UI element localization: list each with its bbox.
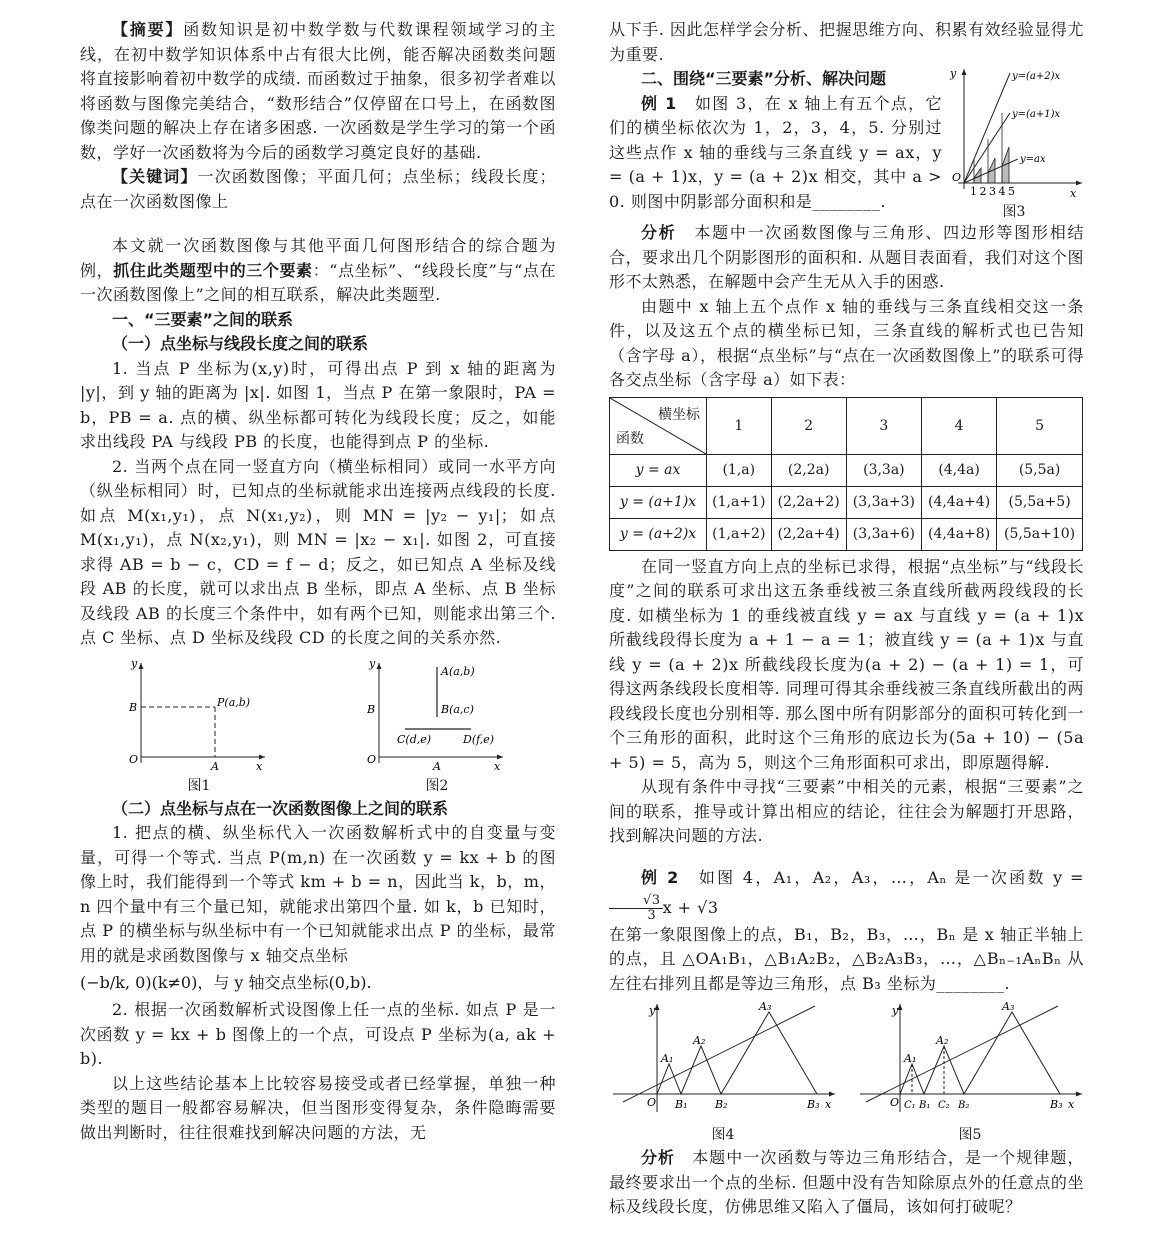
example-2-label: 例 2 bbox=[641, 867, 679, 887]
table-header-cell: 5 bbox=[997, 397, 1083, 454]
abstract bbox=[80, 18, 556, 165]
table-cell: (1,a+1) bbox=[707, 486, 772, 518]
subsection-heading-1: （一）点坐标与线段长度之间的联系 bbox=[112, 334, 369, 353]
paragraph-4: 2. 根据一次函数解析式设图像上任一点的坐标. 如点 P 是一次函数 y = kx + b 图像上的一个点，可设点 P 坐标为(a, ak + b). bbox=[80, 1000, 556, 1068]
table-corner-diagonal bbox=[610, 398, 706, 454]
table-header-cell: 2 bbox=[771, 397, 846, 454]
fig4-y-label: y bbox=[649, 1004, 656, 1017]
fig1-y-label: y bbox=[131, 658, 138, 670]
fig2-pa-label: A(a,b) bbox=[441, 664, 475, 678]
figure-3-svg bbox=[944, 67, 1084, 201]
keywords-label: 【关键词】 bbox=[112, 167, 198, 186]
right-column bbox=[609, 18, 1084, 1220]
fig5-a2-label: A₂ bbox=[936, 1034, 949, 1047]
fig2-x-label: x bbox=[494, 759, 501, 771]
table-cell: (4,4a+4) bbox=[921, 486, 996, 518]
table-header-cell: 3 bbox=[846, 397, 921, 454]
fig5-a3-label: A₃ bbox=[1002, 1002, 1015, 1013]
figure-4 bbox=[609, 1002, 837, 1144]
example-1 bbox=[609, 92, 942, 215]
figure-3 bbox=[944, 67, 1084, 221]
figure-5-svg bbox=[856, 1002, 1084, 1120]
example-2-text: 在第一象限图像上的点，B₁，B₂，B₃，…，Bₙ 是 x 轴正半轴上的点，且 △OA₁B₁，△B₁A₂B₂，△B₂A₃B₃，…，△Bₙ₋₁AₙBₙ 从左往右排列且都是等边三角形，点 B₃ 坐标为________. bbox=[609, 924, 1084, 993]
spacer bbox=[609, 849, 1084, 863]
fig2-pb-label: B(a,c) bbox=[441, 702, 474, 716]
abstract-text: 函数知识是初中数学数与代数课程领域学习的主线，在初中数学知识体系中占有很大比例，能否解决函数类问题将直接影响着初中数学的成绩. 而函数过于抽象，很多初学者难以将函数与图像完美结合，“数形结合”仅停留在口号上，在函数图像类问题的解决上存在诸多困惑. 一次函数是学生学习的第一个函数，学好一次函数将为今后的函数学习奠定良好的基础. bbox=[80, 20, 556, 162]
fig5-a1-label: A₁ bbox=[904, 1052, 917, 1065]
table-row-label: y = ax bbox=[610, 454, 707, 486]
fig3-y-label: y bbox=[950, 67, 957, 80]
table-cell: (2,2a+2) bbox=[771, 486, 846, 518]
fig4-b2-label: B₂ bbox=[715, 1098, 728, 1111]
table-corner-cell bbox=[610, 397, 707, 454]
intro-text-a: 本文就一次函数图像与其他平面几何图形结合的综合题为例， bbox=[80, 236, 556, 280]
table-row-label: y = (a+2)x bbox=[610, 518, 707, 550]
fig1-origin-label: O bbox=[129, 752, 139, 766]
table-cell: (3,3a) bbox=[846, 454, 921, 486]
coordinate-table bbox=[609, 397, 1083, 551]
figure-5 bbox=[856, 1002, 1084, 1144]
table-cell: (5,5a+5) bbox=[997, 486, 1083, 518]
fig4-a2-label: A₂ bbox=[693, 1034, 706, 1047]
figures-1-2 bbox=[80, 659, 556, 795]
fig2-b-label: B bbox=[367, 702, 376, 716]
figure-4-svg bbox=[609, 1002, 837, 1120]
corner-top-label: 横坐标 bbox=[658, 406, 700, 423]
example-1-text-col bbox=[609, 67, 942, 214]
fig5-b1-label: B₁ bbox=[919, 1100, 931, 1111]
table-header-cell: 4 bbox=[921, 397, 996, 454]
table-cell: (2,2a) bbox=[771, 454, 846, 486]
table-cell: (2,2a+4) bbox=[771, 518, 846, 550]
analysis-1-label: 分析 bbox=[641, 223, 677, 242]
analysis-2-text: 本题中一次函数与等边三角形结合，是一个规律题，最终要求出一个点的坐标. 但题中没有告知除原点外的任意点的坐标及线段长度，仿佛思维又陷入了僵局，该如何打破呢？ bbox=[609, 1148, 1084, 1216]
fig5-c2-label: C₂ bbox=[938, 1100, 950, 1111]
table-row bbox=[610, 454, 1083, 486]
figure-1-svg bbox=[129, 659, 269, 771]
fig4-origin-label: O bbox=[647, 1096, 657, 1109]
keywords-text: 一次函数图像；平面几何；点坐标；线段长度；点在一次函数图像上 bbox=[80, 167, 556, 211]
figure-5-caption: 图5 bbox=[958, 1127, 982, 1143]
fig4-b1-label: B₁ bbox=[675, 1098, 688, 1111]
paragraph-1: 1. 当点 P 坐标为(x,y)时，可得出点 P 到 x 轴的距离为 |y|，到 y 轴的距离为 |x|. 如图 1，当点 P 在第一象限时，PA = b，PB = a. 点的横、纵坐标都可转化为线段长度；反之，如能求出线段 PA 与线段 PB 的长度，也能得到点 P 的坐标. bbox=[80, 358, 556, 451]
fig3-line-3-label: y=ax bbox=[1020, 154, 1046, 165]
paragraph-r2: 由题中 x 轴上五个点作 x 轴的垂线与三条直线相交这一条件，以及这五个点的横坐标已知，三条直线的解析式也已告知（含字母 a），根据“点坐标”与“点在一次函数图像上”的联系可得各交点坐标（含字母 a）如下表： bbox=[609, 296, 1084, 389]
fig2-pd-label: D(f,e) bbox=[463, 732, 495, 746]
fig1-b-label: B bbox=[129, 700, 138, 714]
analysis-2 bbox=[609, 1146, 1084, 1220]
table-cell: (1,a+2) bbox=[707, 518, 772, 550]
example-2-post: x + √3 bbox=[662, 897, 719, 917]
table-row bbox=[610, 518, 1083, 550]
intro-text-b: 抓住此类题型中的三个要素 bbox=[113, 260, 313, 280]
fig4-a1-label: A₁ bbox=[661, 1052, 674, 1065]
corner-bottom-label: 函数 bbox=[616, 430, 644, 447]
paragraph-r3: 在同一竖直方向上点的坐标已求得，根据“点坐标”与“线段长度”之间的联系可求出这五条垂线被三条直线所截两段线段的长度. 如横坐标为 1 的垂线被直线 y = ax 与直线 y = (a + 1)x 所截线段得长度为 a + 1 − a = 1；被直线 y = (a + 1)x 与直线 y = (a + 2)x 所截线段长度为(a + 2) − (a + 1) = 1，可得这两条线段长度相等. 同理可得其余垂线被三条直线所截出的两段线段长度也分别相等. 那么图中所有阴影部分的面积可转化到一个三角形的面积，此时这个三角形的底边长为(5a + 10) − (5a + 5) = 5，高为 5，则这个三角形面积可求出，即原题得解. bbox=[609, 556, 1084, 772]
table-header-row bbox=[610, 397, 1083, 454]
example-1-text: 如图 3，在 x 轴上有五个点，它们的横坐标依次为 1，2，3，4，5. 分别过这些点作 x 轴的垂线与三条直线 y = ax，y = (a + 1)x，y = (a + 2)x 相交，其中 a > 0. 则图中阴影部分面积和是________. bbox=[609, 93, 942, 211]
fig1-a-label: A bbox=[211, 759, 219, 771]
figure-3-caption: 图3 bbox=[1002, 204, 1026, 220]
example-2-head bbox=[609, 863, 1084, 923]
fig5-b3-label: B₃ bbox=[1050, 1098, 1063, 1111]
example-2-pre: 如图 4，A₁，A₂，A₃，…，Aₙ 是一次函数 y = bbox=[698, 867, 1084, 887]
analysis-1-text: 本题中一次函数图像与三角形、四边形等图形相结合，要求出几个阴影图形的面积和. 从题目表面看，我们对这个图形不太熟悉，在解题中会产生无从入手的困惑. bbox=[609, 223, 1084, 291]
fig3-origin-label: O bbox=[952, 171, 962, 184]
intro-paragraph bbox=[80, 234, 556, 308]
section-heading-2: 二、围绕“三要素”分析、解决问题 bbox=[641, 69, 887, 88]
intro-text-c: ：“点坐标”、“线段长度”与“点在一次函数图像上”之间的相互联系，解决此类题型. bbox=[80, 260, 556, 304]
figure-4-caption: 图4 bbox=[711, 1127, 735, 1143]
example-1-block bbox=[609, 67, 1084, 221]
analysis-2-label: 分析 bbox=[641, 1148, 676, 1167]
fig5-x-label: x bbox=[1068, 1098, 1075, 1111]
section-heading-1: 一、“三要素”之间的联系 bbox=[112, 309, 294, 329]
table-row-label: y = (a+1)x bbox=[610, 486, 707, 518]
paragraph-2: 2. 当两个点在同一竖直方向（横坐标相同）或同一水平方向（纵坐标相同）时，已知点的坐标就能求出连接两点线段的长度. 如点 M(x₁,y₁)，点 N(x₁,y₂)，则 MN = |y₂ − y₁|；如点 M(x₁,y₁)，点 N(x₂,y₁)，则 MN = |x₂ − x₁|. 如图 2，可直接求得 AB = b − c，CD = f − d；反之，如已知点 A 坐标及线段 AB 的长度，就可以求出点 B 坐标，即点 A 坐标、点 B 坐标及线段 AB 的长度三个条件中，如有两个已知，则能求出第三个. 点 C 坐标、点 D 坐标及线段 CD 的长度之间的关系亦然. bbox=[80, 456, 556, 647]
fig5-c1-label: C₁ bbox=[904, 1100, 916, 1111]
figure-2-caption: 图2 bbox=[425, 777, 449, 794]
example-1-label: 例 1 bbox=[641, 93, 677, 113]
fig4-b3-label: B₃ bbox=[807, 1098, 820, 1111]
table-cell: (4,4a+8) bbox=[921, 518, 996, 550]
fig3-tick-labels: 12345 bbox=[970, 185, 1018, 198]
abstract-label: 【摘要】 bbox=[112, 20, 184, 39]
fig2-y-label: y bbox=[369, 658, 376, 670]
fig5-b2-label: B₂ bbox=[958, 1100, 970, 1111]
example-2-fraction bbox=[609, 894, 663, 923]
table-row bbox=[610, 486, 1083, 518]
figure-1-caption: 图1 bbox=[187, 777, 211, 794]
table-cell: (5,5a) bbox=[997, 454, 1083, 486]
fig4-a3-label: A₃ bbox=[759, 1002, 772, 1013]
fraction-numerator: √3 bbox=[609, 894, 663, 909]
table-cell: (4,4a) bbox=[921, 454, 996, 486]
fig1-p-label: P(a,b) bbox=[217, 695, 251, 709]
fig3-line-2-label: y=(a+1)x bbox=[1012, 109, 1061, 120]
paragraph-3: 1. 把点的横、纵坐标代入一次函数解析式中的自变量与变量，可得一个等式. 当点 P(m,n) 在一次函数 y = kx + b 的图像上时，我们能得到一个等式 km + b = n，因此当 k，b，m，n 四个量中有三个量已知，就能求出第四个量. 如 k，b 已知时，点 P 的横坐标与纵坐标中有一个已知就能求出点 P 的坐标，最常用的就是求函数图像与 x 轴交点坐标 bbox=[80, 823, 556, 965]
keywords bbox=[80, 165, 556, 214]
table-cell: (1,a) bbox=[707, 454, 772, 486]
fig2-origin-label: O bbox=[367, 752, 377, 766]
figure-2 bbox=[367, 659, 507, 795]
fig1-x-label: x bbox=[256, 759, 263, 771]
figure-2-svg bbox=[367, 659, 507, 771]
fig5-y-label: y bbox=[892, 1004, 899, 1017]
fig3-x-label: x bbox=[1070, 187, 1077, 200]
fig3-line-1-label: y=(a+2)x bbox=[1012, 71, 1061, 82]
fraction-denominator: 3 bbox=[647, 907, 657, 923]
analysis-1 bbox=[609, 221, 1084, 295]
figure-1 bbox=[129, 659, 269, 795]
paragraph-3-math: (−b/k, 0)(k≠0)，与 y 轴交点坐标(0,b). bbox=[80, 973, 372, 992]
table-cell: (3,3a+6) bbox=[846, 518, 921, 550]
fig4-x-label: x bbox=[825, 1098, 832, 1111]
table-header-cell: 1 bbox=[707, 397, 772, 454]
fig2-a-label: A bbox=[433, 759, 441, 771]
subsection-heading-2: （二）点坐标与点在一次函数图像上之间的联系 bbox=[112, 798, 449, 818]
table-cell: (3,3a+3) bbox=[846, 486, 921, 518]
paragraph-5: 以上这些结论基本上比较容易接受或者已经掌握，单独一种类型的题目一般都容易解决，但当图形变得复杂，条件隐晦需要做出判断时，往往很难找到解决问题的方法，无 bbox=[80, 1073, 556, 1142]
table-cell: (5,5a+10) bbox=[997, 518, 1083, 550]
fig2-pc-label: C(d,e) bbox=[397, 732, 432, 746]
figures-4-5 bbox=[609, 1002, 1084, 1144]
paragraph-r4: 从现有条件中寻找“三要素”中相关的元素，根据“三要素”之间的联系，推导或计算出相应的结论，往往会为解题打开思路，找到解决问题的方法. bbox=[609, 777, 1084, 845]
left-column bbox=[80, 18, 556, 1145]
fig5-origin-label: O bbox=[890, 1096, 900, 1109]
paragraph-r0: 从下手. 因此怎样学会分析、把握思维方向、积累有效经验显得尤为重要. bbox=[609, 20, 1084, 64]
